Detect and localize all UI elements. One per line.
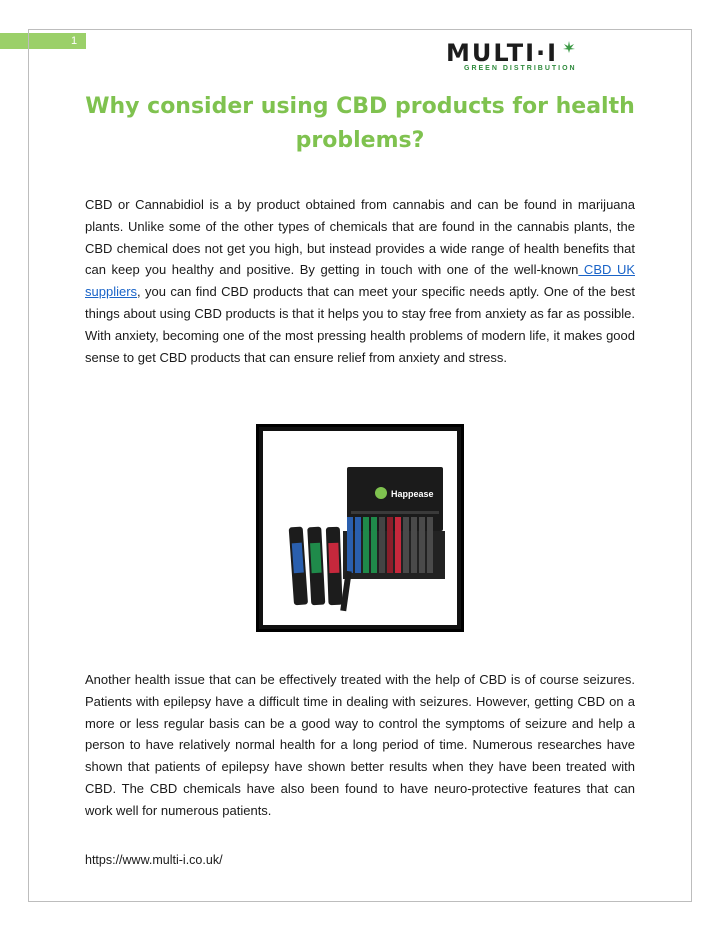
vape-pen-blue-1: [347, 517, 353, 573]
brand-label: Happease: [391, 489, 434, 499]
vape-pen-blue-2: [355, 517, 361, 573]
vape-pen-dark-4: [427, 517, 433, 573]
seizures-paragraph: Another health issue that can be effectively treated with the help of CBD is of course seizures. Patients with epilepsy have a difficult time in dealing with seizures. However, getting CBD on a more or less regular basis can be a good way to control the symptoms of seizure and help a person to have relatively normal health for a long period of time. Numerous researches have shown that patients of epilepsy have shown better results when they have been treated with CBD. The CBD chemicals have also been found to have neuro-protective features that can work well for numerous patients.: [85, 672, 635, 818]
logo-wordmark: MULTI·I: [446, 39, 559, 67]
vape-pen-grey: [379, 517, 385, 573]
vape-pen-dark: [403, 517, 409, 573]
vape-pen-red-2: [395, 517, 401, 573]
vape-pen-green-2: [371, 517, 377, 573]
cannabis-leaf-icon: [562, 40, 576, 54]
intro-text-before-link: CBD or Cannabidiol is a by product obtained from cannabis and can be found in marijuana plants. Unlike some of the other types of chemicals that are found in the cannabis plants, the CBD chemical does not get you high, but instead provides a wide range of health benefits that can keep you healthy and positive. By getting in touch with one of the well-known: [85, 197, 635, 278]
vape-pen-green-1: [363, 517, 369, 573]
vape-pen-dark-2: [411, 517, 417, 573]
vape-pen-dark-3: [419, 517, 425, 573]
vape-pen-red-1: [387, 517, 393, 573]
cbd-product-illustration: [263, 431, 457, 625]
page-title: Why consider using CBD products for health problems?: [85, 94, 635, 153]
brand-leaf-mark: [375, 487, 387, 499]
product-photo-background: [263, 431, 457, 625]
page-number: 1: [70, 35, 78, 47]
brand-logo: [444, 40, 594, 76]
loose-pen-1: [289, 527, 308, 606]
cbd-uk-suppliers-link[interactable]: CBD UK suppliers: [85, 262, 635, 300]
product-photo: [256, 424, 464, 632]
loose-pen-2: [307, 527, 325, 606]
loose-pen-3: [326, 527, 343, 605]
intro-paragraph: [85, 194, 635, 368]
intro-text-after-link: , you can find CBD products that can meet your specific needs aptly. One of the best things about using CBD products is that it helps you to stay free from anxiety as far as possible. With anxiety, becoming one of the most pressing health problems of modern life, it makes good sense to get CBD products that can ensure relief from anxiety and stress.: [85, 284, 635, 365]
footer-url: https://www.multi-i.co.uk/: [85, 853, 223, 867]
logo-tagline: GREEN DISTRIBUTION: [464, 65, 577, 72]
